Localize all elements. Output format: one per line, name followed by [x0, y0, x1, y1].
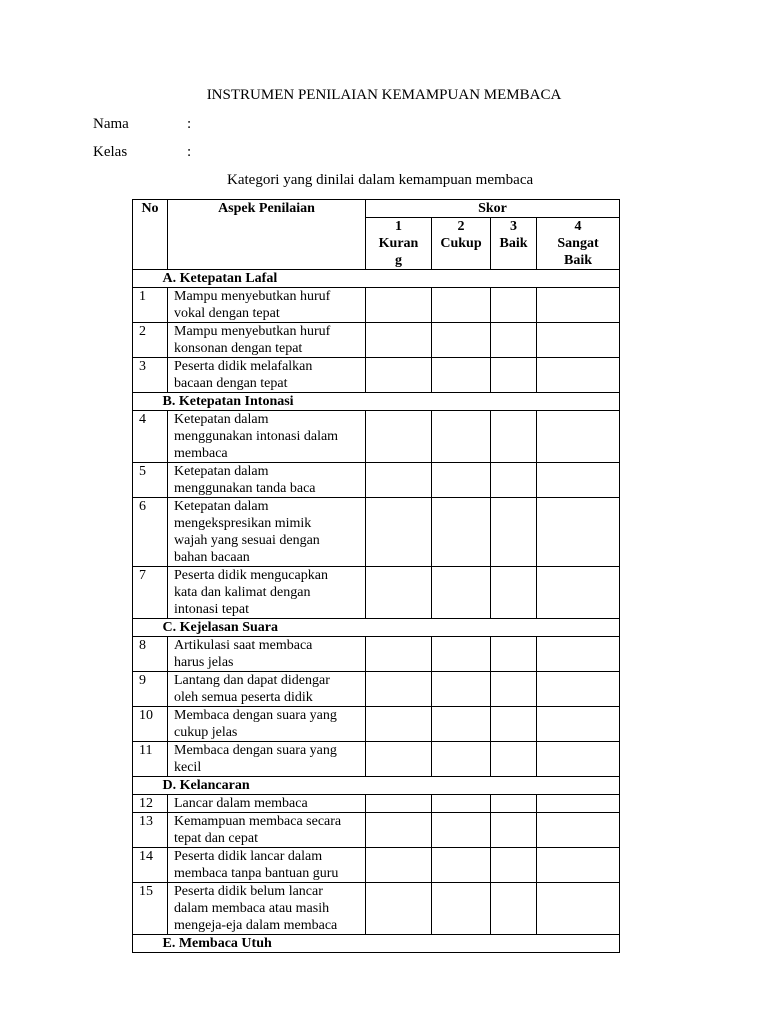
row-number: 12	[133, 795, 168, 813]
row-number: 2	[133, 323, 168, 358]
score-cell-4[interactable]	[537, 813, 620, 848]
row-aspek-line: membaca	[174, 446, 228, 461]
score-cell-3[interactable]	[491, 848, 537, 883]
table-row	[133, 323, 620, 358]
score-cell-4[interactable]	[537, 358, 620, 393]
section-heading: A. Ketepatan Lafal	[163, 270, 615, 288]
header-level-label: g	[395, 253, 402, 268]
field-kelas	[93, 144, 191, 161]
row-aspek-line: konsonan dengan tepat	[174, 341, 303, 356]
table-row	[133, 742, 620, 777]
score-cell-1[interactable]	[366, 742, 432, 777]
score-cell-2[interactable]	[432, 813, 491, 848]
field-nama-separator: :	[187, 116, 192, 132]
score-cell-3[interactable]	[491, 672, 537, 707]
score-cell-1[interactable]	[366, 813, 432, 848]
row-aspek-line: Lancar dalam membaca	[174, 796, 308, 811]
score-cell-1[interactable]	[366, 411, 432, 463]
score-cell-4[interactable]	[537, 707, 620, 742]
score-cell-3[interactable]	[491, 498, 537, 567]
row-aspek-line: bacaan dengan tepat	[174, 376, 288, 391]
assessment-rows	[133, 270, 620, 953]
row-number: 13	[133, 813, 168, 848]
header-level-2	[432, 218, 491, 270]
row-aspek-line: tepat dan cepat	[174, 831, 258, 846]
row-aspek-line: menggunakan tanda baca	[174, 481, 316, 496]
score-cell-2[interactable]	[432, 707, 491, 742]
row-aspek-line: Ketepatan dalam	[174, 412, 269, 427]
header-level-4	[537, 218, 620, 270]
score-cell-4[interactable]	[537, 742, 620, 777]
header-skor: Skor	[366, 200, 620, 218]
section-row	[133, 619, 620, 637]
header-level-label: Baik	[499, 236, 528, 251]
row-number: 9	[133, 672, 168, 707]
header-level-1	[366, 218, 432, 270]
section-heading: C. Kejelasan Suara	[163, 619, 615, 637]
table-row	[133, 498, 620, 567]
header-level-label: Cukup	[440, 236, 482, 251]
row-aspek-line: Ketepatan dalam	[174, 464, 269, 479]
score-cell-2[interactable]	[432, 288, 491, 323]
row-number: 7	[133, 567, 168, 619]
score-cell-1[interactable]	[366, 288, 432, 323]
table-row	[133, 848, 620, 883]
table-row	[133, 795, 620, 813]
row-aspek-line: mengeja-eja dalam membaca	[174, 918, 338, 933]
field-kelas-separator: :	[187, 144, 192, 160]
score-cell-4[interactable]	[537, 567, 620, 619]
score-cell-2[interactable]	[432, 742, 491, 777]
table-row	[133, 813, 620, 848]
score-cell-2[interactable]	[432, 498, 491, 567]
score-cell-3[interactable]	[491, 813, 537, 848]
row-aspek-line: membaca tanpa bantuan guru	[174, 866, 339, 881]
table-row	[133, 637, 620, 672]
row-aspek-line: Peserta didik melafalkan	[174, 359, 313, 374]
score-cell-1[interactable]	[366, 795, 432, 813]
row-aspek-line: Lantang dan dapat didengar	[174, 673, 330, 688]
header-level-number: 4	[574, 219, 582, 234]
score-cell-1[interactable]	[366, 567, 432, 619]
row-aspek	[168, 795, 366, 813]
score-cell-2[interactable]	[432, 323, 491, 358]
score-cell-4[interactable]	[537, 637, 620, 672]
score-cell-1[interactable]	[366, 463, 432, 498]
row-aspek-line: intonasi tepat	[174, 602, 250, 617]
score-cell-2[interactable]	[432, 358, 491, 393]
row-aspek-line: menggunakan intonasi dalam	[174, 429, 339, 444]
score-cell-3[interactable]	[491, 288, 537, 323]
row-aspek-line: Peserta didik mengucapkan	[174, 568, 328, 583]
score-cell-2[interactable]	[432, 848, 491, 883]
section-row	[133, 270, 620, 288]
row-number: 3	[133, 358, 168, 393]
score-cell-2[interactable]	[432, 567, 491, 619]
score-cell-1[interactable]	[366, 707, 432, 742]
section-heading: E. Membaca Utuh	[163, 935, 615, 953]
row-aspek	[168, 707, 366, 742]
score-cell-2[interactable]	[432, 637, 491, 672]
field-kelas-label: Kelas	[93, 144, 128, 160]
row-number: 14	[133, 848, 168, 883]
row-aspek	[168, 411, 366, 463]
score-cell-4[interactable]	[537, 288, 620, 323]
row-aspek	[168, 288, 366, 323]
score-cell-4[interactable]	[537, 463, 620, 498]
score-cell-4[interactable]	[537, 323, 620, 358]
score-cell-3[interactable]	[491, 707, 537, 742]
table-row	[133, 411, 620, 463]
table-caption: Kategori yang dinilai dalam kemampuan membaca	[227, 172, 534, 188]
score-cell-3[interactable]	[491, 411, 537, 463]
row-aspek-line: cukup jelas	[174, 725, 238, 740]
score-cell-1[interactable]	[366, 883, 432, 935]
section-row	[133, 777, 620, 795]
row-aspek-line: Ketepatan dalam	[174, 499, 269, 514]
row-aspek	[168, 848, 366, 883]
score-cell-4[interactable]	[537, 498, 620, 567]
score-cell-3[interactable]	[491, 323, 537, 358]
score-cell-4[interactable]	[537, 883, 620, 935]
row-number: 5	[133, 463, 168, 498]
field-nama	[93, 116, 191, 133]
score-cell-3[interactable]	[491, 795, 537, 813]
score-cell-1[interactable]	[366, 637, 432, 672]
row-number: 4	[133, 411, 168, 463]
header-level-label: Baik	[563, 253, 592, 268]
section-heading: D. Kelancaran	[163, 777, 615, 795]
row-aspek	[168, 813, 366, 848]
row-aspek-line: mengekspresikan mimik	[174, 516, 312, 531]
row-aspek	[168, 498, 366, 567]
row-aspek-line: vokal dengan tepat	[174, 306, 280, 321]
row-aspek	[168, 742, 366, 777]
section-heading: B. Ketepatan Intonasi	[163, 393, 615, 411]
section-row	[133, 935, 620, 953]
row-aspek	[168, 672, 366, 707]
row-number: 10	[133, 707, 168, 742]
table-row	[133, 707, 620, 742]
table-row	[133, 358, 620, 393]
row-aspek-line: Mampu menyebutkan huruf	[174, 289, 331, 304]
section-row	[133, 393, 620, 411]
score-cell-3[interactable]	[491, 463, 537, 498]
score-cell-1[interactable]	[366, 323, 432, 358]
row-aspek	[168, 323, 366, 358]
row-aspek-line: oleh semua peserta didik	[174, 690, 313, 705]
row-aspek-line: Peserta didik belum lancar	[174, 884, 323, 899]
row-number: 15	[133, 883, 168, 935]
header-level-number: 2	[457, 219, 465, 234]
score-cell-3[interactable]	[491, 742, 537, 777]
header-no: No	[133, 200, 168, 270]
assessment-table	[132, 199, 620, 953]
table-row	[133, 883, 620, 935]
table-row	[133, 288, 620, 323]
row-number: 6	[133, 498, 168, 567]
table-row	[133, 463, 620, 498]
row-number: 1	[133, 288, 168, 323]
row-aspek	[168, 883, 366, 935]
row-aspek	[168, 358, 366, 393]
score-cell-1[interactable]	[366, 498, 432, 567]
score-cell-3[interactable]	[491, 567, 537, 619]
score-cell-4[interactable]	[537, 848, 620, 883]
row-aspek-line: wajah yang sesuai dengan	[174, 533, 320, 548]
score-cell-1[interactable]	[366, 848, 432, 883]
row-aspek-line: Membaca dengan suara yang	[174, 743, 337, 758]
score-cell-4[interactable]	[537, 411, 620, 463]
row-aspek-line: kata dan kalimat dengan	[174, 585, 311, 600]
row-aspek-line: kecil	[174, 760, 202, 775]
row-aspek-line: Kemampuan membaca secara	[174, 814, 342, 829]
header-level-number: 1	[395, 219, 402, 234]
score-cell-2[interactable]	[432, 883, 491, 935]
score-cell-2[interactable]	[432, 463, 491, 498]
row-aspek-line: Mampu menyebutkan huruf	[174, 324, 331, 339]
row-aspek-line: harus jelas	[174, 655, 234, 670]
header-level-label: Kuran	[378, 236, 419, 251]
score-cell-1[interactable]	[366, 672, 432, 707]
row-aspek-line: bahan bacaan	[174, 550, 250, 565]
row-aspek	[168, 567, 366, 619]
row-aspek	[168, 637, 366, 672]
row-number: 8	[133, 637, 168, 672]
score-cell-3[interactable]	[491, 637, 537, 672]
score-cell-3[interactable]	[491, 883, 537, 935]
table-row	[133, 567, 620, 619]
score-cell-3[interactable]	[491, 358, 537, 393]
header-level-label: Sangat	[557, 236, 599, 251]
score-cell-2[interactable]	[432, 411, 491, 463]
score-cell-4[interactable]	[537, 672, 620, 707]
row-aspek-line: dalam membaca atau masih	[174, 901, 330, 916]
table-row	[133, 672, 620, 707]
row-aspek-line: Peserta didik lancar dalam	[174, 849, 323, 864]
header-level-number: 3	[510, 219, 517, 234]
row-aspek	[168, 463, 366, 498]
score-cell-1[interactable]	[366, 358, 432, 393]
row-aspek-line: Membaca dengan suara yang	[174, 708, 337, 723]
document-title: INSTRUMEN PENILAIAN KEMAMPUAN MEMBACA	[206, 87, 562, 103]
header-level-3	[491, 218, 537, 270]
score-cell-2[interactable]	[432, 672, 491, 707]
score-cell-2[interactable]	[432, 795, 491, 813]
header-aspek: Aspek Penilaian	[168, 200, 366, 270]
row-number: 11	[133, 742, 168, 777]
field-nama-label: Nama	[93, 116, 129, 132]
score-cell-4[interactable]	[537, 795, 620, 813]
row-aspek-line: Artikulasi saat membaca	[174, 638, 313, 653]
